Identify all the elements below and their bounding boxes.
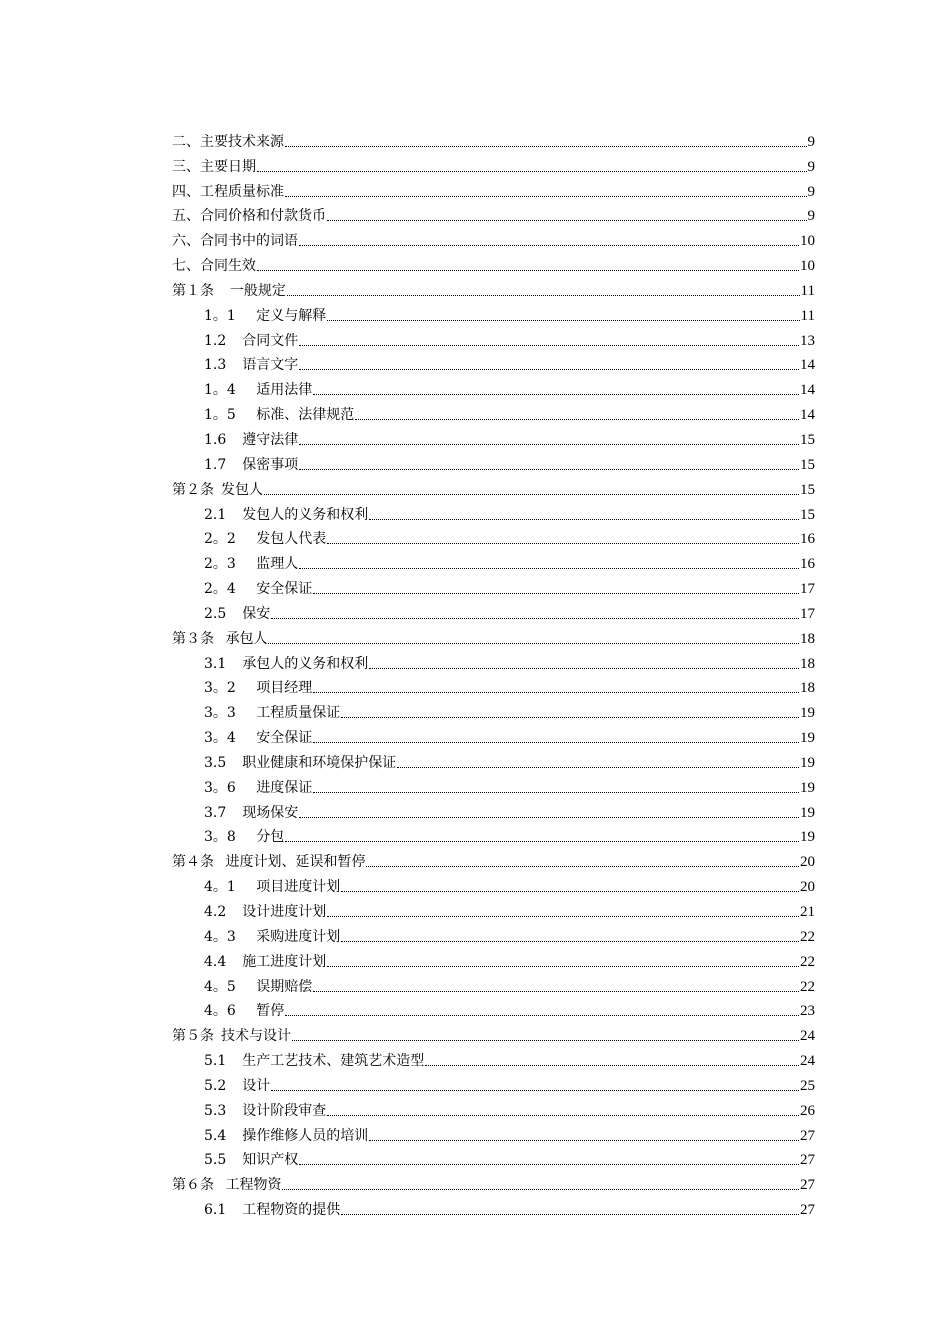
dot-leader [369, 1139, 799, 1141]
toc-entry[interactable] [172, 673, 815, 698]
toc-entry[interactable] [172, 1045, 815, 1070]
dot-leader [257, 170, 807, 172]
toc-entry-page-number: 19 [800, 804, 815, 821]
dot-leader [292, 1039, 799, 1041]
toc-entry-number: 1.2 [204, 332, 227, 349]
toc-entry-page-number: 26 [800, 1102, 815, 1119]
dot-leader [299, 368, 799, 370]
toc-entry-page-number: 11 [800, 307, 815, 324]
toc-entry-number: 5.3 [204, 1102, 227, 1119]
dot-leader [397, 766, 799, 768]
toc-entry[interactable] [172, 697, 815, 722]
toc-entry-title: 发包人 [221, 481, 263, 498]
toc-entry-title: 设计 [242, 1077, 271, 1094]
toc-entry-page-number: 23 [800, 1003, 815, 1020]
dot-leader [355, 418, 799, 420]
toc-entry[interactable] [172, 598, 815, 623]
toc-entry-number: 5.4 [204, 1127, 227, 1144]
dot-leader [299, 244, 799, 246]
toc-entry-page-number: 15 [800, 506, 815, 523]
toc-entry-title: 一般规定 [221, 282, 286, 299]
toc-entry-page-number: 20 [800, 879, 815, 896]
dot-leader [299, 344, 799, 346]
toc-entry-page-number: 19 [800, 829, 815, 846]
toc-entry-page-number: 20 [800, 854, 815, 871]
toc-entry-number: 3.7 [204, 804, 227, 821]
toc-entry-number: 第３条 [172, 630, 214, 647]
toc-entry-title: 安全保证 [251, 730, 313, 747]
toc-entry[interactable] [172, 176, 815, 201]
toc-entry[interactable] [172, 871, 815, 896]
toc-entry-page-number: 24 [800, 1028, 815, 1045]
toc-entry-number: 1。5 [204, 407, 236, 424]
toc-entry-title: 项目经理 [251, 680, 313, 697]
dot-leader [299, 567, 799, 569]
toc-entry-page-number: 27 [800, 1152, 815, 1169]
toc-entry-number: 1.6 [204, 431, 227, 448]
toc-entry-page-number: 15 [800, 481, 815, 498]
toc-entry[interactable] [172, 325, 815, 350]
toc-entry-page-number: 16 [800, 531, 815, 548]
toc-entry-number: 3。6 [204, 779, 236, 796]
toc-entry[interactable] [172, 374, 815, 399]
dot-leader [268, 642, 799, 644]
dot-leader [425, 1064, 799, 1066]
toc-entry-title: 现场保安 [242, 804, 299, 821]
toc-entry[interactable] [172, 772, 815, 797]
dot-leader [327, 542, 799, 544]
toc-entry-page-number: 9 [807, 183, 815, 200]
toc-entry[interactable] [172, 250, 815, 275]
toc-entry[interactable] [172, 225, 815, 250]
toc-entry-page-number: 11 [800, 282, 815, 299]
toc-entry-page-number: 25 [800, 1077, 815, 1094]
dot-leader [299, 816, 799, 818]
toc-entry-page-number: 21 [800, 904, 815, 920]
toc-entry-title: 五、合同价格和付款货币 [172, 208, 326, 225]
toc-entry-page-number: 10 [800, 258, 815, 275]
toc-entry-page-number: 17 [800, 581, 815, 598]
toc-entry[interactable] [172, 1120, 815, 1145]
dot-leader [327, 1114, 799, 1116]
toc-entry[interactable] [172, 747, 815, 772]
toc-entry[interactable] [172, 201, 815, 226]
toc-entry-number: 3。4 [204, 730, 236, 747]
toc-entry-title: 进度保证 [251, 779, 313, 796]
toc-entry[interactable] [172, 996, 815, 1021]
toc-entry-title: 二、主要技术来源 [172, 133, 284, 150]
toc-entry-number: 3。3 [204, 705, 236, 722]
dot-leader [327, 319, 799, 321]
toc-entry-title: 进度计划、延误和暂停 [221, 854, 366, 871]
toc-entry-page-number: 14 [800, 357, 815, 374]
dot-leader [341, 1213, 799, 1215]
toc-entry-title: 施工进度计划 [242, 953, 327, 970]
toc-entry-title: 项目进度计划 [251, 879, 341, 896]
toc-entry[interactable] [172, 971, 815, 996]
dot-leader [327, 915, 799, 917]
toc-entry-number: 1。4 [204, 382, 236, 399]
toc-entry-page-number: 9 [807, 208, 815, 225]
toc-entry-number: 第１条 [172, 282, 214, 299]
dot-leader [285, 145, 807, 147]
toc-entry-page-number: 15 [800, 431, 815, 448]
toc-entry-number: 4。5 [204, 978, 236, 995]
toc-entry-page-number: 14 [800, 382, 815, 399]
dot-leader [341, 890, 799, 892]
toc-entry-title: 保密事项 [242, 456, 299, 473]
dot-leader [369, 518, 799, 520]
toc-entry-page-number: 17 [800, 605, 815, 622]
toc-entry-number: 5.2 [204, 1077, 227, 1094]
toc-entry-title: 知识产权 [242, 1152, 299, 1169]
toc-entry-number: 2.5 [204, 605, 227, 622]
toc-entry[interactable] [172, 275, 815, 300]
toc-entry-page-number: 19 [800, 779, 815, 796]
toc-entry-page-number: 18 [800, 655, 815, 672]
dot-leader [299, 1163, 799, 1165]
toc-entry[interactable] [172, 648, 815, 673]
toc-entry[interactable] [172, 822, 815, 847]
toc-entry-number: 2。4 [204, 581, 236, 598]
toc-entry[interactable] [172, 1020, 815, 1045]
toc-entry-title: 定义与解释 [251, 307, 327, 324]
toc-entry-page-number: 16 [800, 556, 815, 573]
toc-entry[interactable] [172, 623, 815, 648]
toc-entry-number: 5.5 [204, 1152, 227, 1169]
toc-entry-title: 承包人的义务和权利 [242, 655, 369, 672]
toc-entry-number: 3.5 [204, 754, 227, 771]
toc-entry-title: 四、工程质量标准 [172, 183, 284, 200]
toc-entry-title: 工程质量保证 [251, 705, 341, 722]
dot-leader [313, 741, 799, 743]
toc-entry-page-number: 19 [800, 730, 815, 747]
toc-entry-number: 4。6 [204, 1003, 236, 1020]
toc-entry-page-number: 27 [800, 1127, 815, 1144]
toc-entry-title: 承包人 [221, 630, 268, 647]
toc-entry-title: 语言文字 [242, 357, 299, 374]
toc-entry-title: 生产工艺技术、建筑艺术造型 [242, 1053, 425, 1070]
toc-entry-page-number: 22 [800, 953, 815, 970]
toc-entry-number: 6.1 [204, 1202, 227, 1219]
toc-entry-number: 2。2 [204, 531, 236, 548]
toc-entry-title: 设计进度计划 [242, 904, 327, 920]
toc-entry-title: 职业健康和环境保护保证 [242, 754, 397, 771]
toc-entry[interactable] [172, 797, 815, 822]
dot-leader [369, 667, 799, 669]
table-of-contents [172, 126, 815, 1219]
toc-entry-number: 4.2 [204, 904, 227, 920]
toc-entry-title: 适用法律 [251, 382, 313, 399]
dot-leader [313, 592, 799, 594]
toc-entry-title: 六、合同书中的词语 [172, 233, 298, 250]
toc-entry[interactable] [172, 449, 815, 474]
toc-entry[interactable] [172, 424, 815, 449]
toc-entry-title: 发包人的义务和权利 [242, 506, 369, 523]
toc-entry-number: 3.1 [204, 655, 227, 672]
toc-entry[interactable] [172, 722, 815, 747]
toc-entry-page-number: 15 [800, 456, 815, 473]
toc-entry[interactable] [172, 846, 815, 871]
toc-entry-page-number: 18 [800, 680, 815, 697]
toc-entry-number: 1.3 [204, 357, 227, 374]
dot-leader [313, 791, 799, 793]
toc-entry-page-number: 19 [800, 754, 815, 771]
toc-entry-number: 3。8 [204, 829, 236, 846]
toc-entry-number: 5.1 [204, 1053, 227, 1070]
dot-leader [271, 617, 799, 619]
toc-entry[interactable] [172, 1070, 815, 1095]
toc-entry[interactable] [172, 524, 815, 549]
toc-entry[interactable] [172, 548, 815, 573]
toc-entry-number: 第５条 [172, 1028, 214, 1045]
toc-entry[interactable] [172, 499, 815, 524]
toc-entry-number: 1.7 [204, 456, 227, 473]
toc-entry-number: 第６条 [172, 1177, 214, 1194]
toc-entry-page-number: 13 [800, 332, 815, 349]
toc-entry-title: 监理人 [251, 556, 299, 573]
dot-leader [299, 468, 799, 470]
dot-leader [264, 493, 799, 495]
toc-entry[interactable] [172, 126, 815, 151]
toc-entry-number: 2。3 [204, 556, 236, 573]
toc-entry-title: 设计阶段审查 [242, 1102, 327, 1119]
toc-entry-page-number: 27 [800, 1177, 815, 1194]
dot-leader [366, 865, 799, 867]
toc-entry-page-number: 9 [807, 158, 815, 175]
dot-leader [299, 443, 799, 445]
toc-entry-title: 工程物资的提供 [242, 1202, 341, 1219]
toc-entry-page-number: 19 [800, 705, 815, 722]
dot-leader [327, 219, 807, 221]
toc-entry-title: 暂停 [251, 1003, 285, 1020]
toc-entry[interactable] [172, 1194, 815, 1219]
toc-entry-title: 分包 [251, 829, 285, 846]
toc-entry[interactable] [172, 151, 815, 176]
toc-entry-number: 4。1 [204, 879, 236, 896]
toc-entry-title: 保安 [242, 605, 271, 622]
toc-entry[interactable] [172, 896, 815, 921]
toc-entry[interactable] [172, 399, 815, 424]
dot-leader [287, 294, 800, 296]
toc-entry-page-number: 27 [800, 1202, 815, 1219]
toc-entry-number: 1。1 [204, 307, 236, 324]
dot-leader [285, 195, 807, 197]
dot-leader [271, 1089, 799, 1091]
dot-leader [285, 840, 799, 842]
toc-entry-page-number: 24 [800, 1053, 815, 1070]
toc-entry[interactable] [172, 300, 815, 325]
toc-entry-page-number: 22 [800, 928, 815, 945]
toc-entry[interactable] [172, 474, 815, 499]
toc-entry-title: 工程物资 [221, 1177, 282, 1194]
toc-entry-title: 遵守法律 [242, 431, 299, 448]
toc-entry-title: 采购进度计划 [251, 928, 341, 945]
toc-entry[interactable] [172, 1145, 815, 1170]
dot-leader [313, 990, 799, 992]
toc-entry-number: 4。3 [204, 928, 236, 945]
toc-entry-title: 误期赔偿 [251, 978, 313, 995]
toc-entry-title: 安全保证 [251, 581, 313, 598]
toc-entry[interactable] [172, 350, 815, 375]
toc-entry[interactable] [172, 921, 815, 946]
toc-entry-title: 合同文件 [242, 332, 299, 349]
toc-entry-page-number: 18 [800, 630, 815, 647]
toc-entry[interactable] [172, 1169, 815, 1194]
toc-entry[interactable] [172, 946, 815, 971]
toc-entry-title: 发包人代表 [251, 531, 327, 548]
dot-leader [313, 393, 799, 395]
toc-entry-title: 七、合同生效 [172, 258, 256, 275]
toc-entry-title: 技术与设计 [221, 1028, 291, 1045]
toc-entry-page-number: 14 [800, 407, 815, 424]
dot-leader [341, 716, 799, 718]
toc-entry-page-number: 22 [800, 978, 815, 995]
toc-entry[interactable] [172, 1095, 815, 1120]
dot-leader [327, 965, 799, 967]
toc-entry-number: 2.1 [204, 506, 227, 523]
dot-leader [341, 940, 799, 942]
toc-entry-number: 第４条 [172, 854, 214, 871]
toc-entry-page-number: 10 [800, 233, 815, 250]
dot-leader [282, 1188, 799, 1190]
toc-entry[interactable] [172, 573, 815, 598]
toc-entry-title: 三、主要日期 [172, 158, 256, 175]
toc-entry-page-number: 9 [807, 133, 815, 150]
dot-leader [285, 1014, 799, 1016]
toc-entry-number: 3。2 [204, 680, 236, 697]
toc-entry-number: 第２条 [172, 481, 214, 498]
dot-leader [313, 691, 799, 693]
toc-entry-title: 标准、法律规范 [251, 407, 355, 424]
dot-leader [257, 269, 799, 271]
toc-entry-title: 操作维修人员的培训 [242, 1127, 369, 1144]
toc-entry-number: 4.4 [204, 953, 227, 970]
